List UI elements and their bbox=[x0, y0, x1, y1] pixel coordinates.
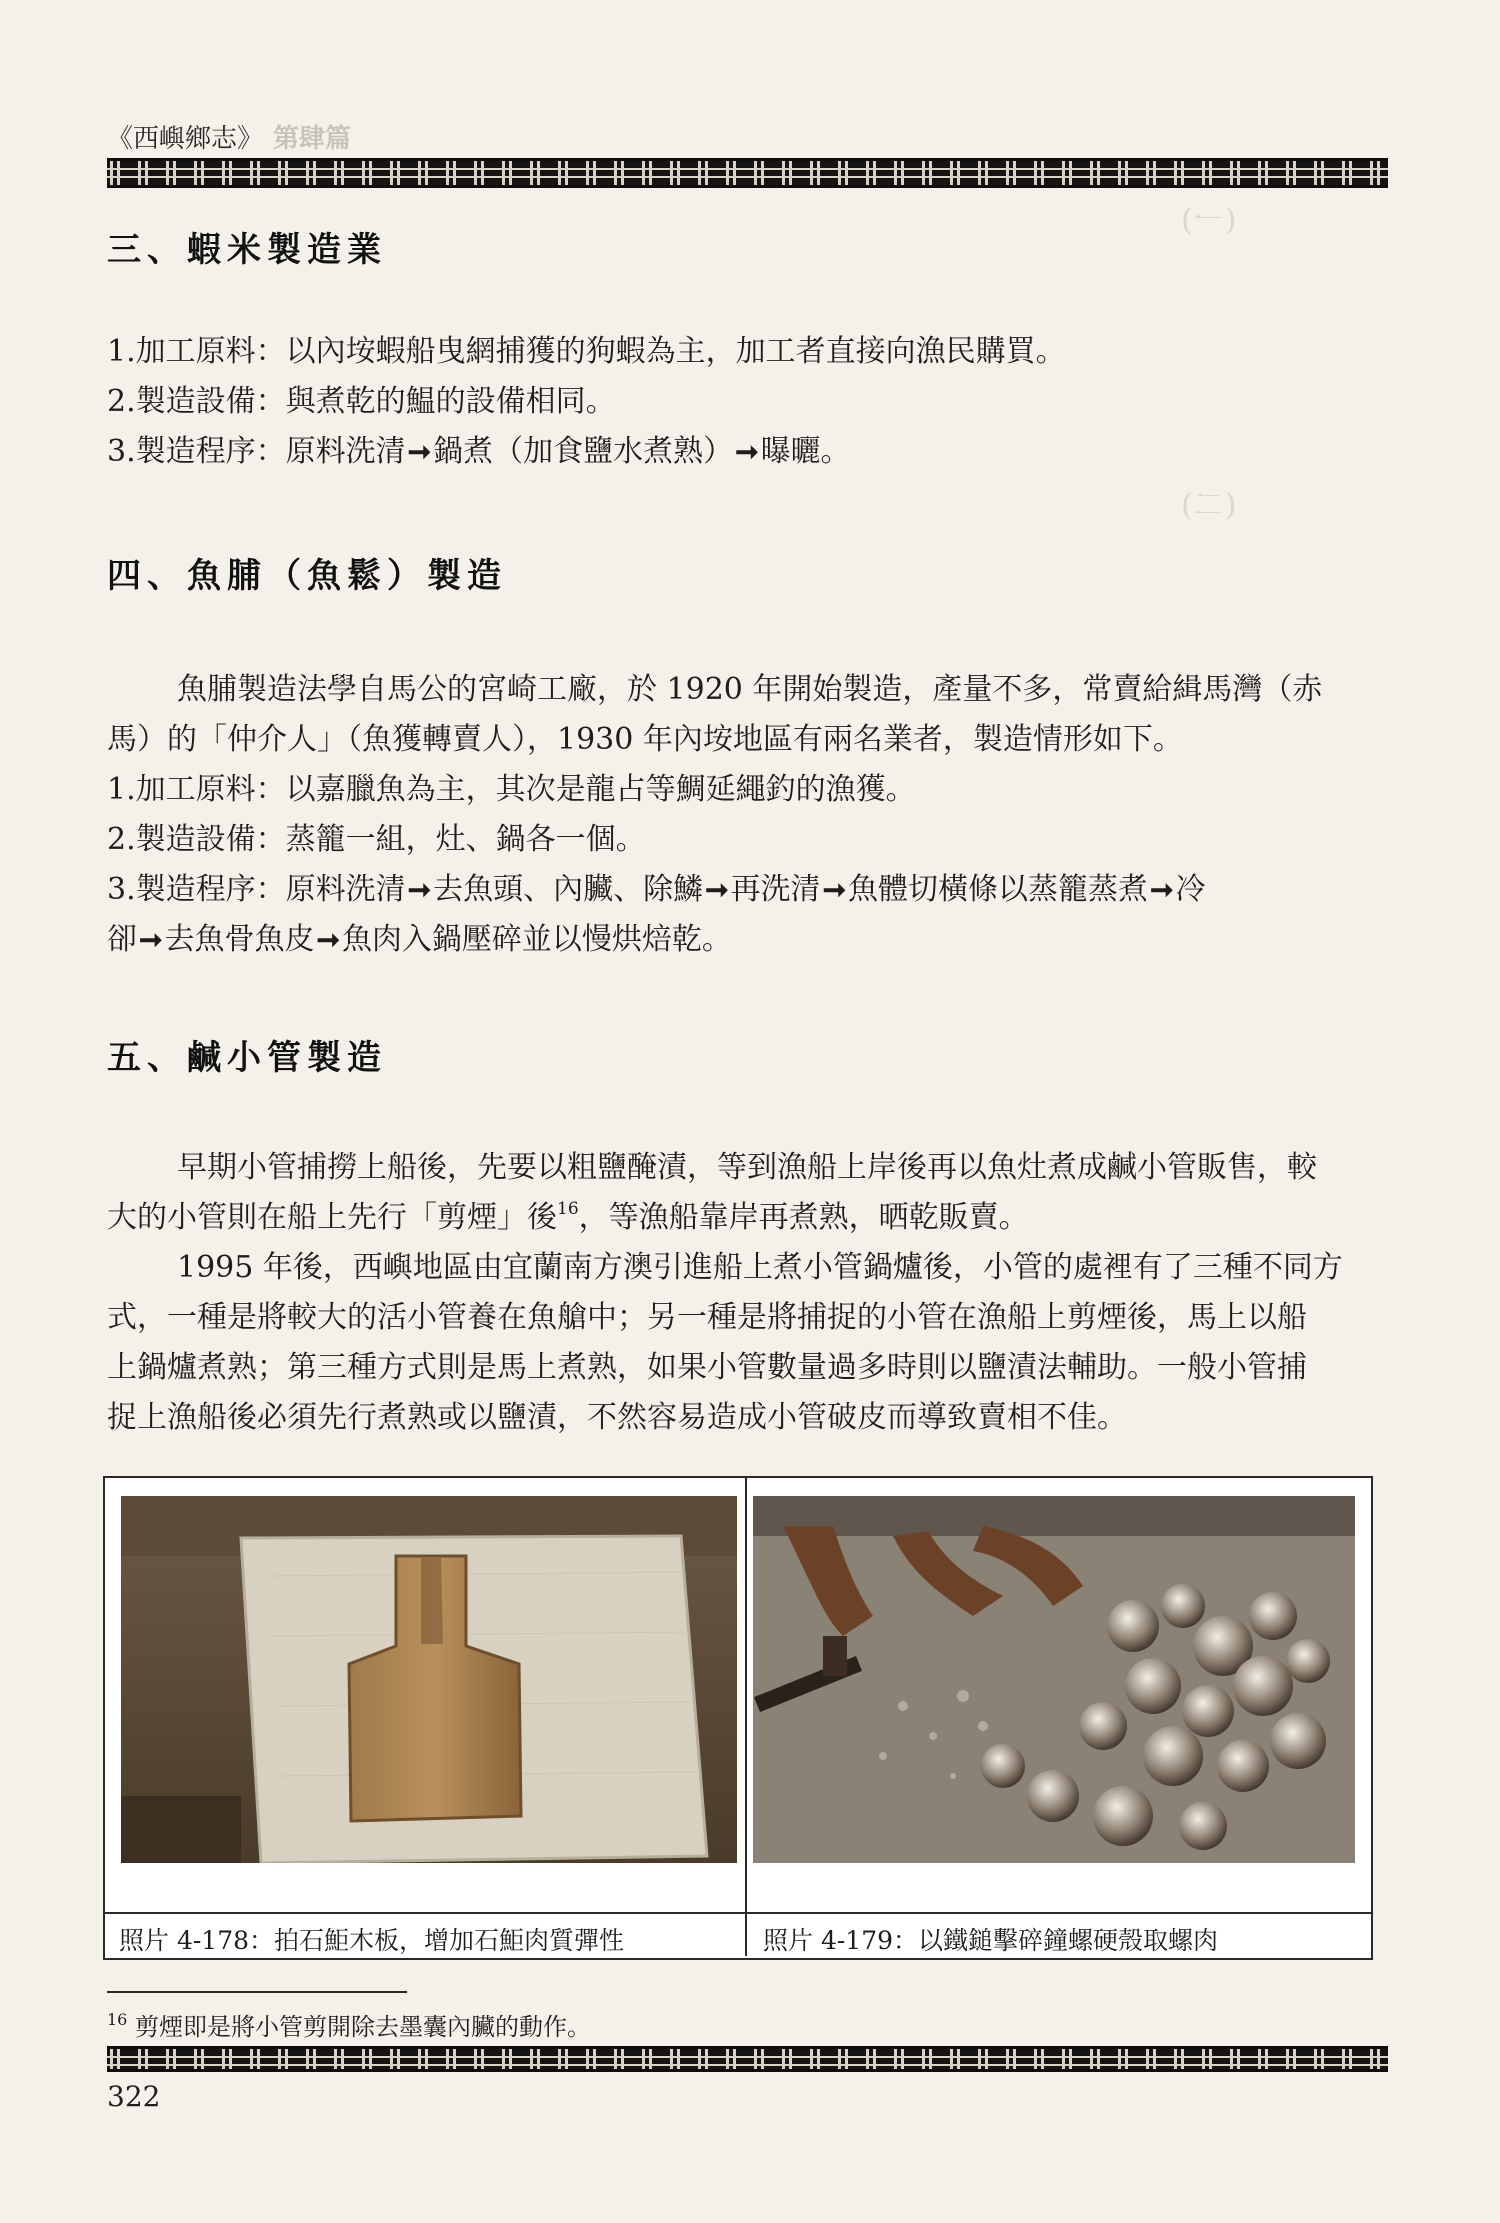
process-line bbox=[107, 432, 1389, 472]
arrow-icon: ➞ bbox=[735, 435, 759, 468]
section-heading: 三、蝦米製造業 bbox=[107, 230, 387, 270]
text-line: 2.製造設備：與煮乾的鰛的設備相同。 bbox=[107, 384, 616, 419]
paragraph-line: 馬）的「仲介人」（魚獲轉賣人），1930 年內垵地區有兩名業者，製造情形如下。 bbox=[107, 722, 1183, 757]
footnote-number: 16 bbox=[107, 2010, 128, 2029]
caption-separator bbox=[105, 1912, 1371, 1914]
photo-shell-cracking bbox=[753, 1496, 1355, 1863]
paragraph-line: 上鍋爐煮熟；第三種方式則是馬上煮熟，如果小管數量過多時則以鹽漬法輔助。一般小管捕 bbox=[107, 1350, 1307, 1385]
paragraph-line: 魚脯製造法學自馬公的宮崎工廠，於 1920 年開始製造，產量不多，常賣給緝馬灣（赤 bbox=[177, 672, 1323, 707]
paragraph-line: 式，一種是將較大的活小管養在魚艙中；另一種是將捕捉的小管在漁船上剪煙後，馬上以船 bbox=[107, 1300, 1307, 1335]
paragraph-line bbox=[107, 1198, 1389, 1238]
process-step: 再洗清 bbox=[730, 872, 821, 907]
section-heading: 四、魚脯（魚鬆）製造 bbox=[107, 556, 507, 596]
arrow-icon: ➞ bbox=[316, 923, 340, 956]
arrow-icon: ➞ bbox=[407, 435, 432, 468]
footnote bbox=[107, 2007, 591, 2042]
book-title: 《西嶼鄉志》 bbox=[107, 124, 264, 154]
process-step: 去魚頭、內臟、除鱗 bbox=[433, 872, 704, 907]
section-heading: 五、鹹小管製造 bbox=[107, 1038, 387, 1078]
paragraph-line: 1995 年後，西嶼地區由宜蘭南方澳引進船上煮小管鍋爐後，小管的處裡有了三種不同方 bbox=[177, 1250, 1343, 1285]
process-step: 原料洗清 bbox=[285, 434, 406, 469]
arrow-icon: ➞ bbox=[822, 873, 847, 906]
text-line: 2.製造設備：蒸籠一組，灶、鍋各一個。 bbox=[107, 822, 646, 857]
arrow-icon: ➞ bbox=[1150, 873, 1174, 906]
process-step: 冷 bbox=[1175, 872, 1206, 907]
bleed-through-text: (二) bbox=[1180, 488, 1237, 523]
process-line bbox=[107, 920, 1389, 960]
text-line: 1.加工原料：以嘉臘魚為主，其次是龍占等鯛延繩釣的漁獲。 bbox=[107, 772, 916, 807]
process-step: 去魚骨魚皮 bbox=[164, 922, 315, 957]
process-step: 原料洗清 bbox=[285, 872, 406, 907]
decorative-border-bottom bbox=[107, 2046, 1388, 2072]
process-label: 3.製造程序： bbox=[107, 434, 286, 469]
process-step: 曝曬。 bbox=[760, 434, 851, 469]
bleed-through-text: (一) bbox=[1180, 203, 1237, 238]
chapter-mark: 第肆篇 bbox=[273, 124, 352, 154]
photo-caption: 照片 4-179：以鐵鎚擊碎鐘螺硬殼取螺肉 bbox=[763, 1926, 1219, 1955]
running-header bbox=[107, 118, 351, 155]
process-step: 魚體切橫條以蒸籠蒸煮 bbox=[848, 872, 1149, 907]
process-step: 魚肉入鍋壓碎並以慢烘焙乾。 bbox=[341, 922, 732, 957]
arrow-icon: ➞ bbox=[407, 873, 432, 906]
photo-caption: 照片 4-178：拍石鮔木板，增加石鮔肉質彈性 bbox=[119, 1926, 625, 1955]
shell-cracking-illustration bbox=[753, 1496, 1355, 1863]
paragraph-line: 早期小管捕撈上船後，先要以粗鹽醃漬，等到漁船上岸後再以魚灶煮成鹹小管販售，較 bbox=[177, 1150, 1317, 1185]
photo-divider bbox=[745, 1478, 747, 1956]
footnote-reference[interactable]: 16 bbox=[557, 1199, 579, 1219]
paragraph-text: ，等漁船靠岸再煮熟，晒乾販賣。 bbox=[578, 1200, 1029, 1235]
arrow-icon: ➞ bbox=[139, 923, 163, 956]
paragraph-text: 大的小管則在船上先行「剪煙」後 bbox=[107, 1200, 557, 1235]
text-line: 1.加工原料：以內垵蝦船曳網捕獲的狗蝦為主，加工者直接向漁民購買。 bbox=[107, 334, 1066, 369]
arrow-icon: ➞ bbox=[705, 873, 729, 906]
paragraph-line: 捉上漁船後必須先行煮熟或以鹽漬，不然容易造成小管破皮而導致賣相不佳。 bbox=[107, 1400, 1127, 1435]
footnote-text: 剪煙即是將小管剪開除去墨囊內臟的動作。 bbox=[135, 2013, 591, 2041]
process-step: 卻 bbox=[107, 922, 137, 957]
process-line bbox=[107, 870, 1389, 910]
decorative-border-top bbox=[107, 158, 1388, 188]
page-number: 322 bbox=[107, 2080, 161, 2113]
photo-wooden-board bbox=[121, 1496, 737, 1863]
footnote-rule bbox=[107, 1991, 407, 1993]
photo-table bbox=[103, 1476, 1373, 1960]
wooden-board-illustration bbox=[121, 1496, 737, 1863]
process-label: 3.製造程序： bbox=[107, 872, 286, 907]
process-step: 鍋煮（加食鹽水煮熟） bbox=[433, 434, 734, 469]
